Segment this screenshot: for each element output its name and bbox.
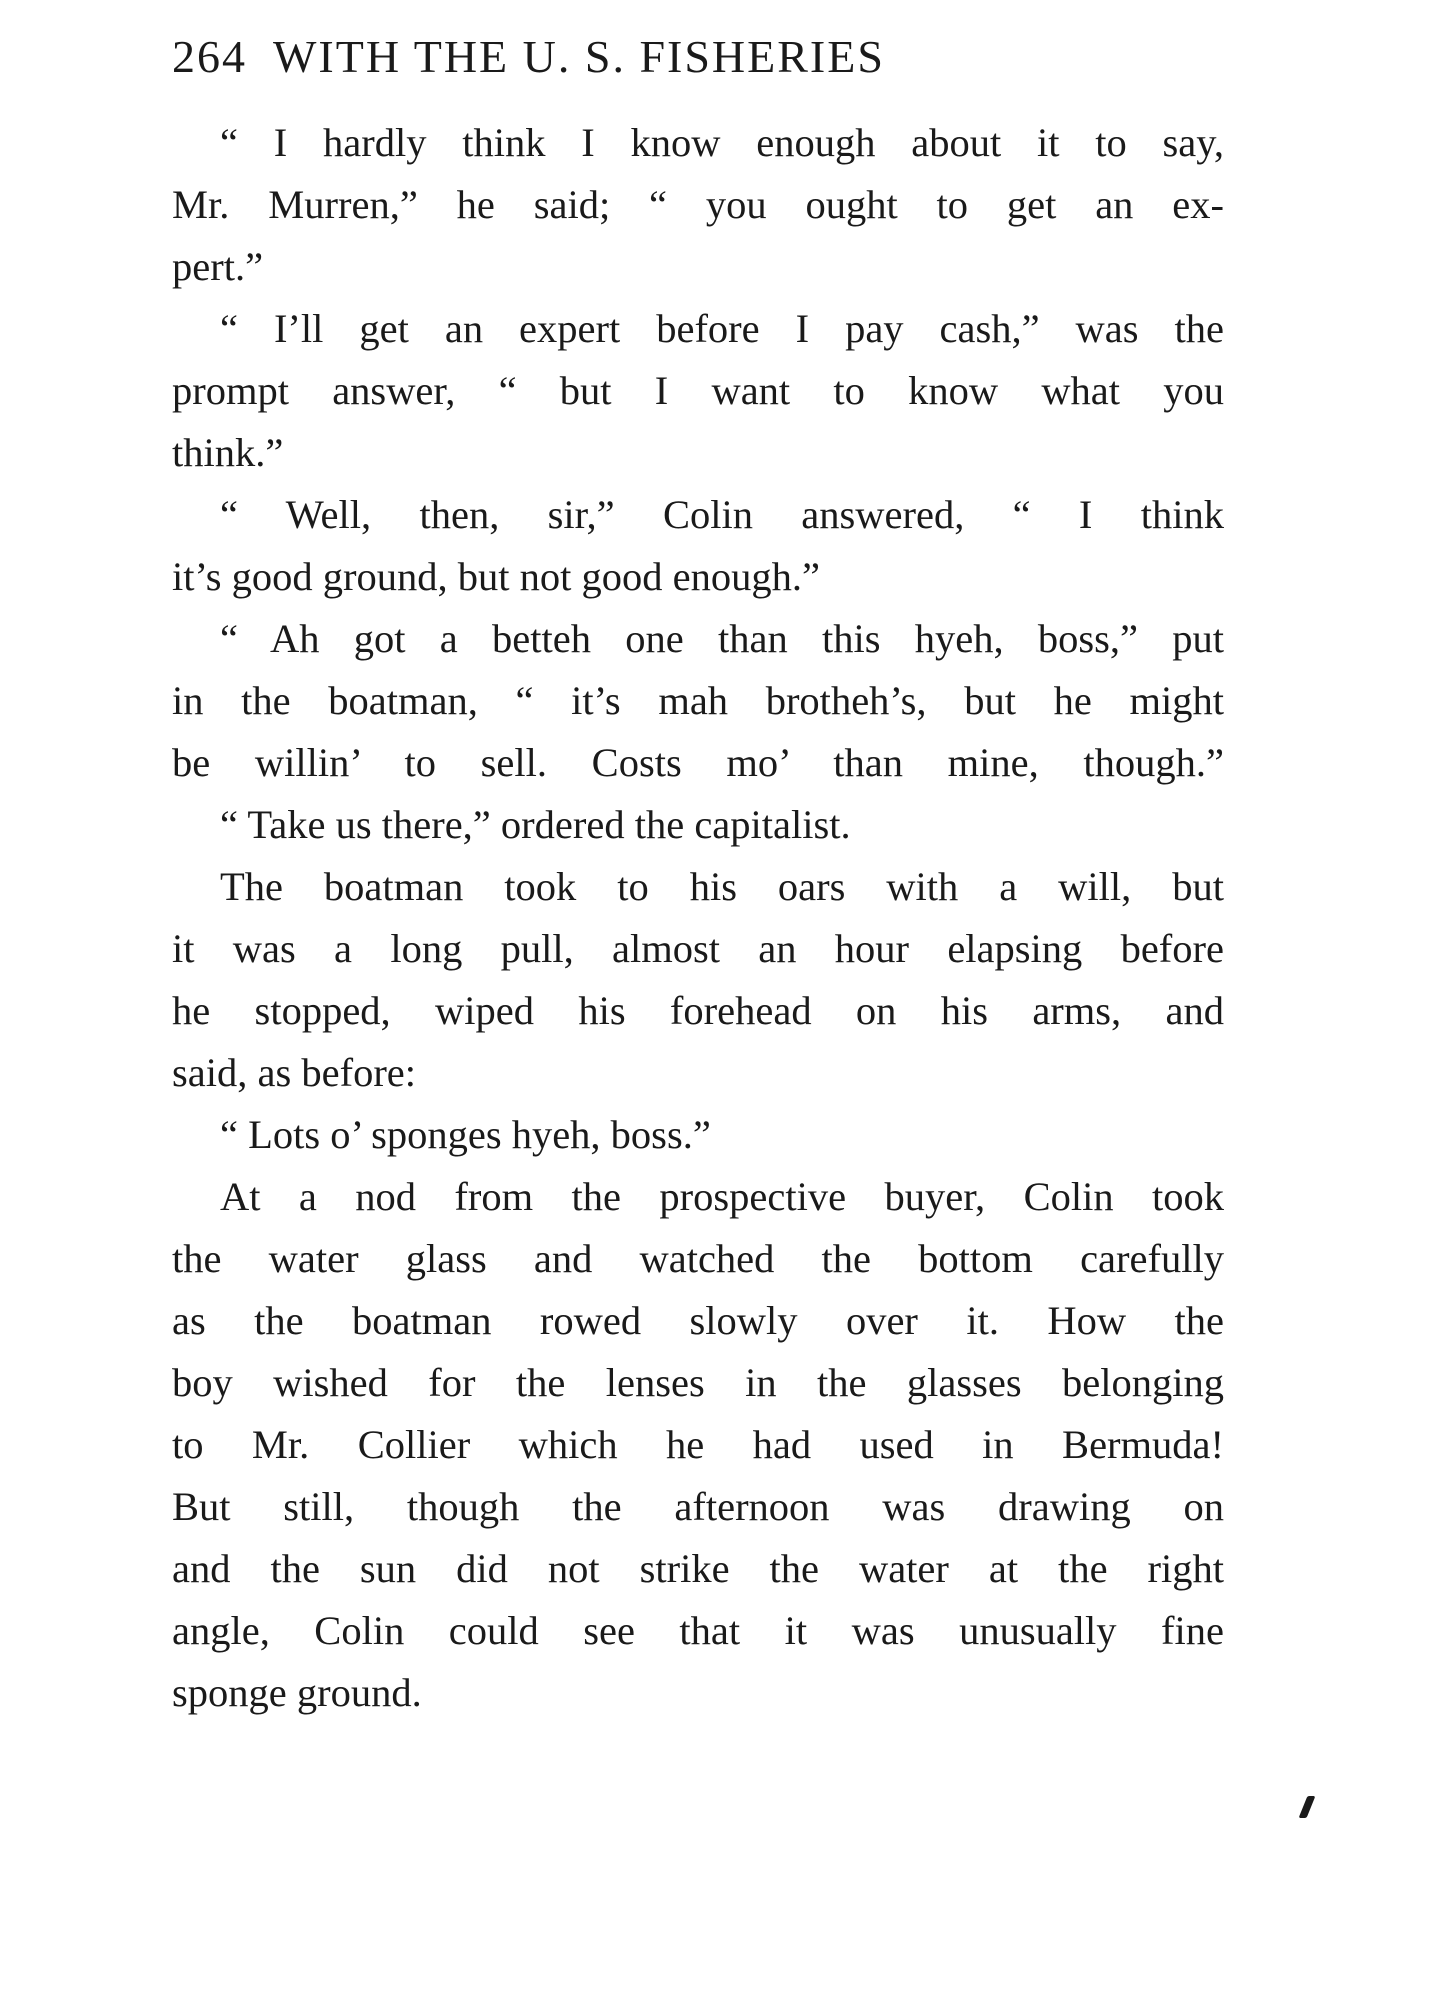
text-line: boy wished for the lenses in the glasses belonging xyxy=(172,1360,1224,1405)
text-line: angle, Colin could see that it was unusually fine xyxy=(172,1608,1224,1653)
text-line: At a nod from the prospective buyer, Colin took xyxy=(220,1174,1224,1219)
text-line: “ Well, then, sir,” Colin answered, “ I think xyxy=(220,492,1224,537)
text-line: The boatman took to his oars with a will, but xyxy=(220,864,1224,909)
text-line: “ I hardly think I know enough about it to say, xyxy=(220,120,1224,165)
text-line: “ I’ll get an expert before I pay cash,” was the xyxy=(220,306,1224,351)
text-line: and the sun did not strike the water at the right xyxy=(172,1546,1224,1591)
page-number: 264 xyxy=(172,31,247,82)
text-line: the water glass and watched the bottom carefully xyxy=(172,1236,1224,1281)
text-line: sponge ground. xyxy=(172,1670,422,1715)
text-line: be willin’ to sell. Costs mo’ than mine, though.” xyxy=(172,740,1224,785)
text-line: in the boatman, “ it’s mah brotheh’s, but he might xyxy=(172,678,1224,723)
text-line: “ Ah got a betteh one than this hyeh, boss,” put xyxy=(220,616,1224,661)
text-line: said, as before: xyxy=(172,1050,417,1095)
text-line: think.” xyxy=(172,430,284,475)
text-line: to Mr. Collier which he had used in Bermuda! xyxy=(172,1422,1224,1467)
ink-mark xyxy=(1299,1796,1316,1818)
text-line: “ Take us there,” ordered the capitalist. xyxy=(220,802,851,847)
text-line: it was a long pull, almost an hour elapsing before xyxy=(172,926,1224,971)
running-head xyxy=(172,22,1222,92)
text-line: he stopped, wiped his forehead on his arms, and xyxy=(172,988,1224,1033)
text-line: prompt answer, “ but I want to know what you xyxy=(172,368,1224,413)
body-text xyxy=(172,112,1224,1724)
text-line: it’s good ground, but not good enough.” xyxy=(172,554,820,599)
text-line: But still, though the afternoon was drawing on xyxy=(172,1484,1224,1529)
running-title: WITH THE U. S. FISHERIES xyxy=(273,31,885,82)
text-line: as the boatman rowed slowly over it. How the xyxy=(172,1298,1224,1343)
text-line: “ Lots o’ sponges hyeh, boss.” xyxy=(220,1112,711,1157)
text-line: pert.” xyxy=(172,244,264,289)
text-line: Mr. Murren,” he said; “ you ought to get an ex- xyxy=(172,182,1224,227)
